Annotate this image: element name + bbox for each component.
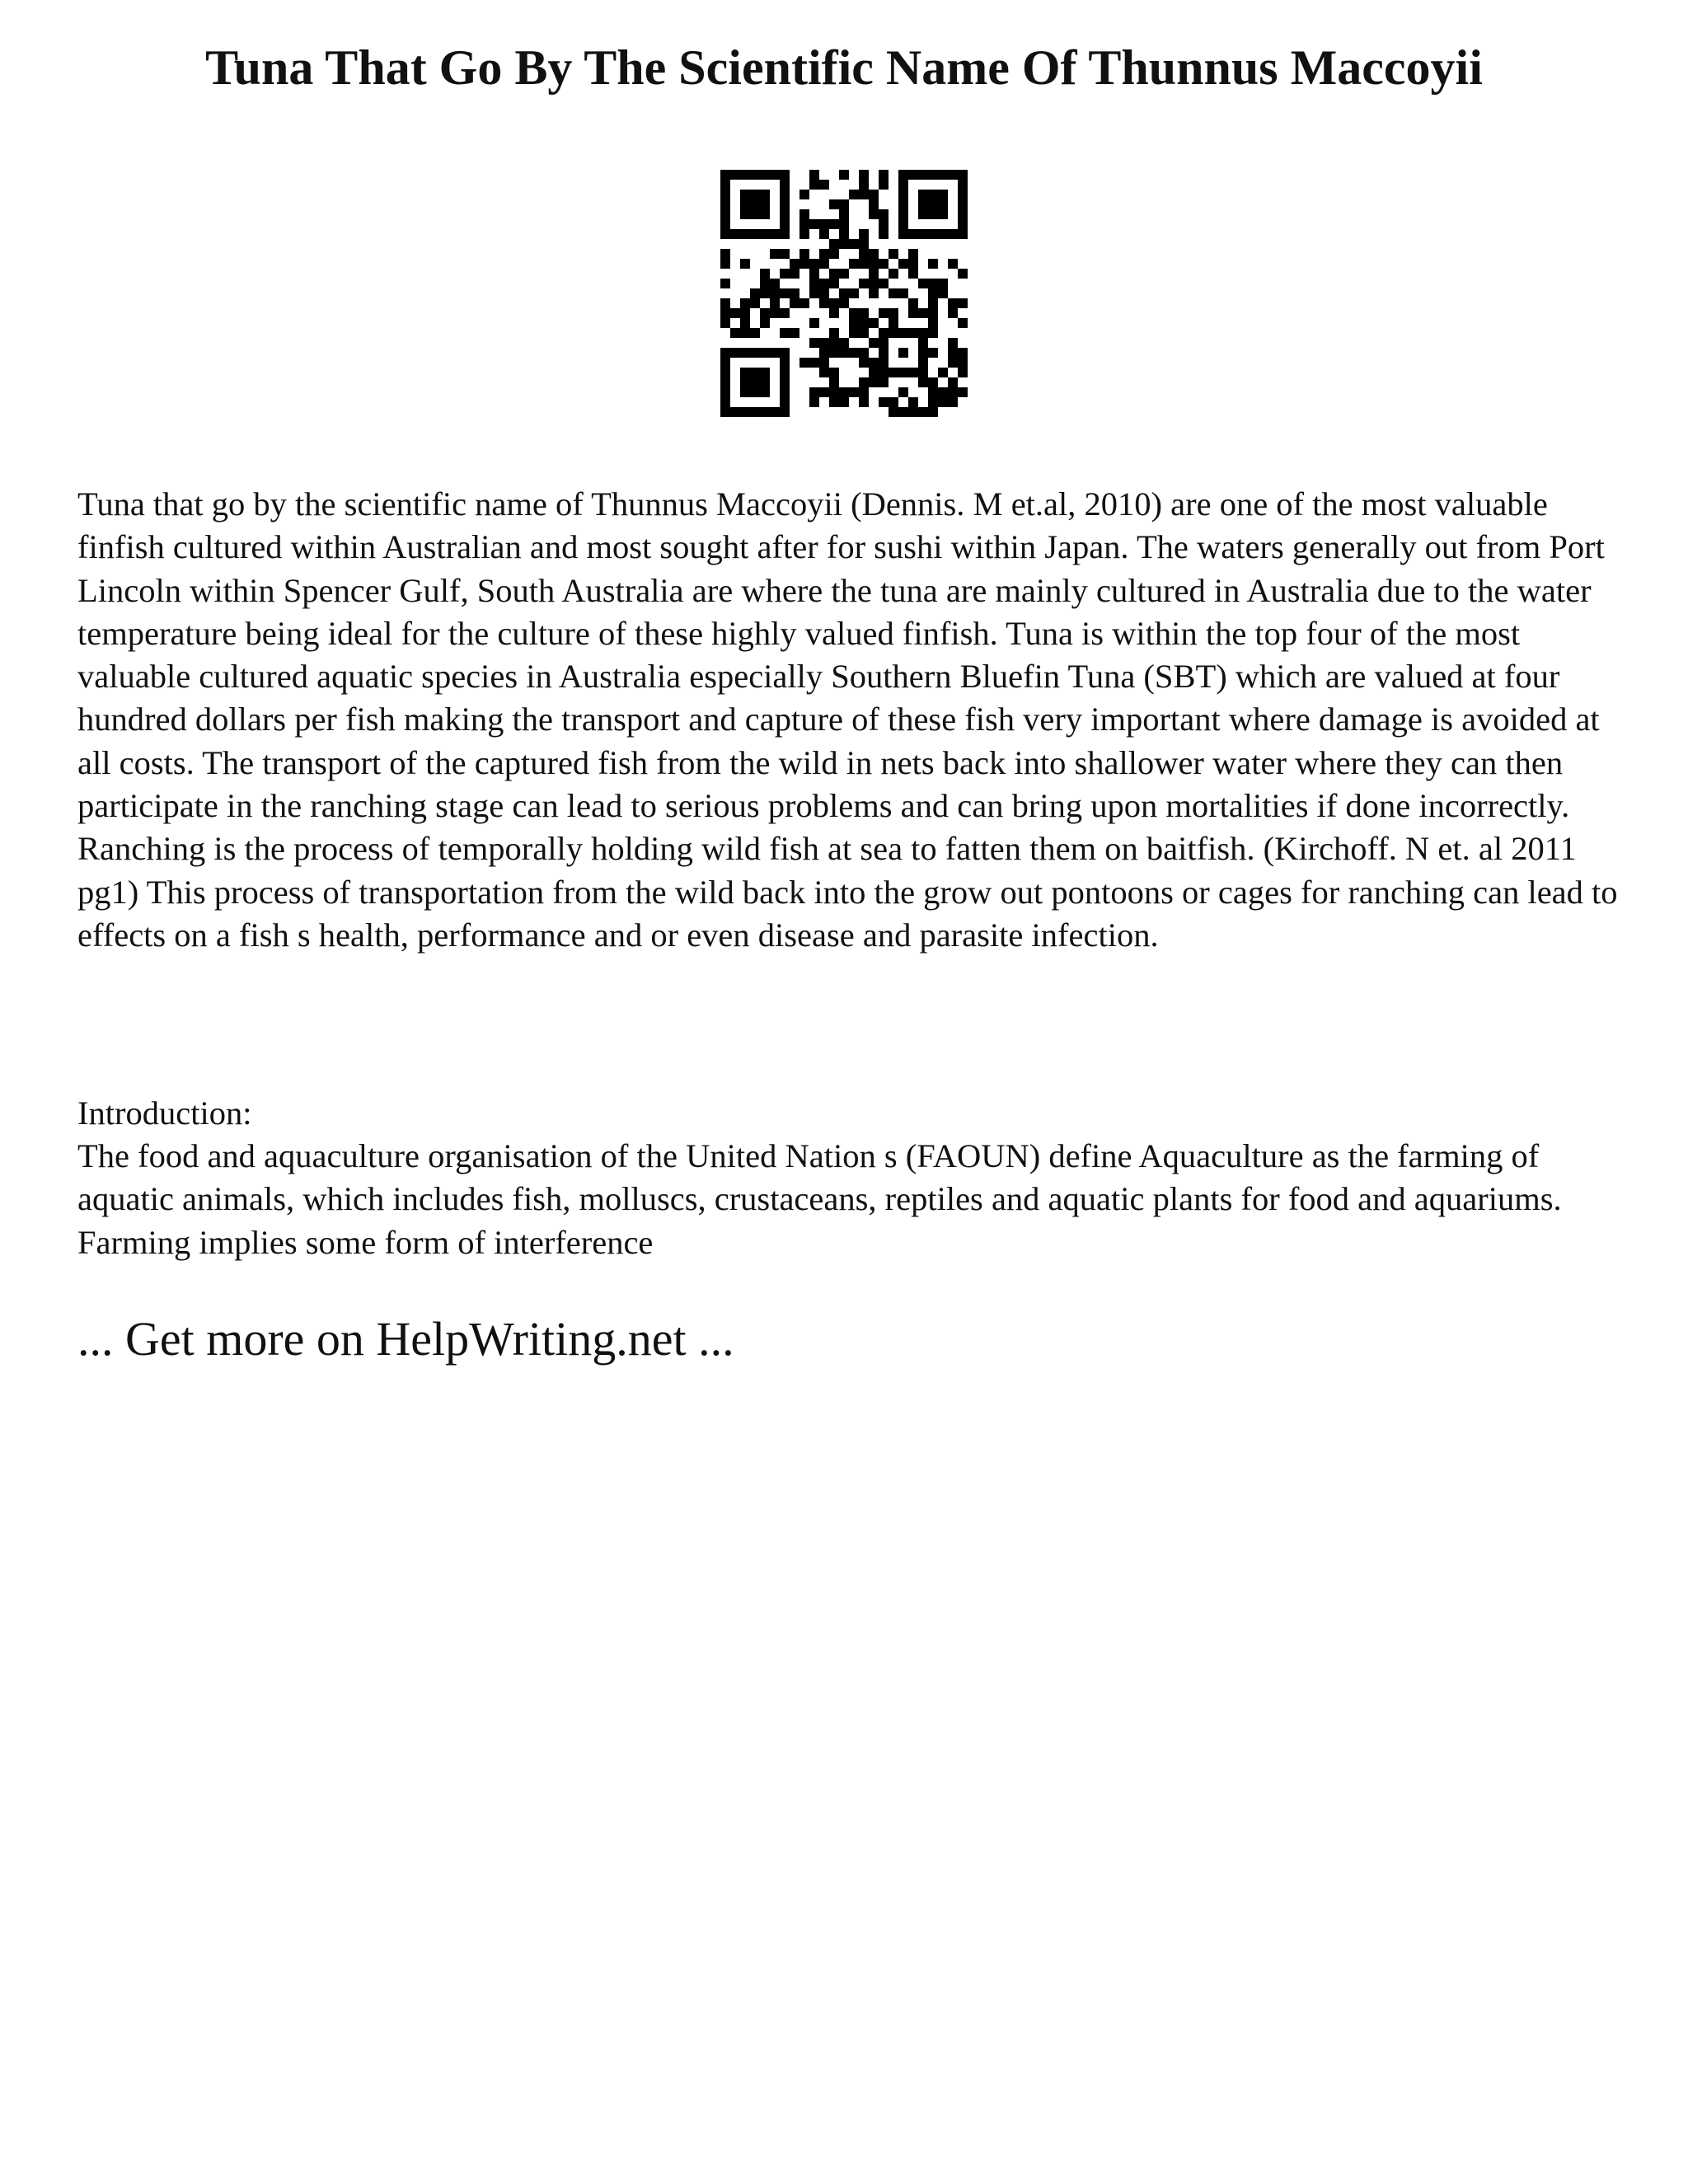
introduction-heading: Introduction: bbox=[77, 1094, 252, 1132]
main-paragraph: Tuna that go by the scientific name of Thunnus Maccoyii (Dennis. M et.al, 2010) are one of the most valuable finfish cultured within Australian and most sought after for sushi within Japan. The waters generally out from Port Lincoln within Spencer Gulf, South Australia are where the tuna are mainly cultured in Australia due to the water temperature being ideal for the culture of these highly valued finfish. Tuna is within the top four of the most valuable cultured aquatic species in Australia especially Southern Bluefin Tuna (SBT) which are valued at four hundred dollars per fish making the transport and capture of these fish very important where damage is avoided at all costs. The transport of the captured fish from the wild in nets back into shallower water where they can then participate in the ranching stage can lead to serious problems and can bring upon mortalities if done incorrectly. Ranching is the process of temporally holding wild fish at sea to fatten them on baitfish. (Kirchoff. N et. al 2011 pg1) This process of transportation from the wild back into the grow out pontoons or cages for ranching can lead to effects on a fish s health, performance and or even disease and parasite infection. bbox=[77, 485, 1618, 954]
get-more-link[interactable]: ... Get more on HelpWriting.net ... bbox=[77, 1312, 734, 1366]
document-title: Tuna That Go By The Scientific Name Of Thunnus Maccoyii bbox=[205, 40, 1483, 95]
introduction-paragraph: The food and aquaculture organisation of the United Nation s (FAOUN) define Aquaculture as the farming of aquatic animals, which includes fish, molluscs, crustaceans, reptiles and aquatic plants for food and aquariums. Farming implies some form of interference bbox=[77, 1137, 1562, 1261]
qr-code-icon bbox=[720, 170, 968, 417]
